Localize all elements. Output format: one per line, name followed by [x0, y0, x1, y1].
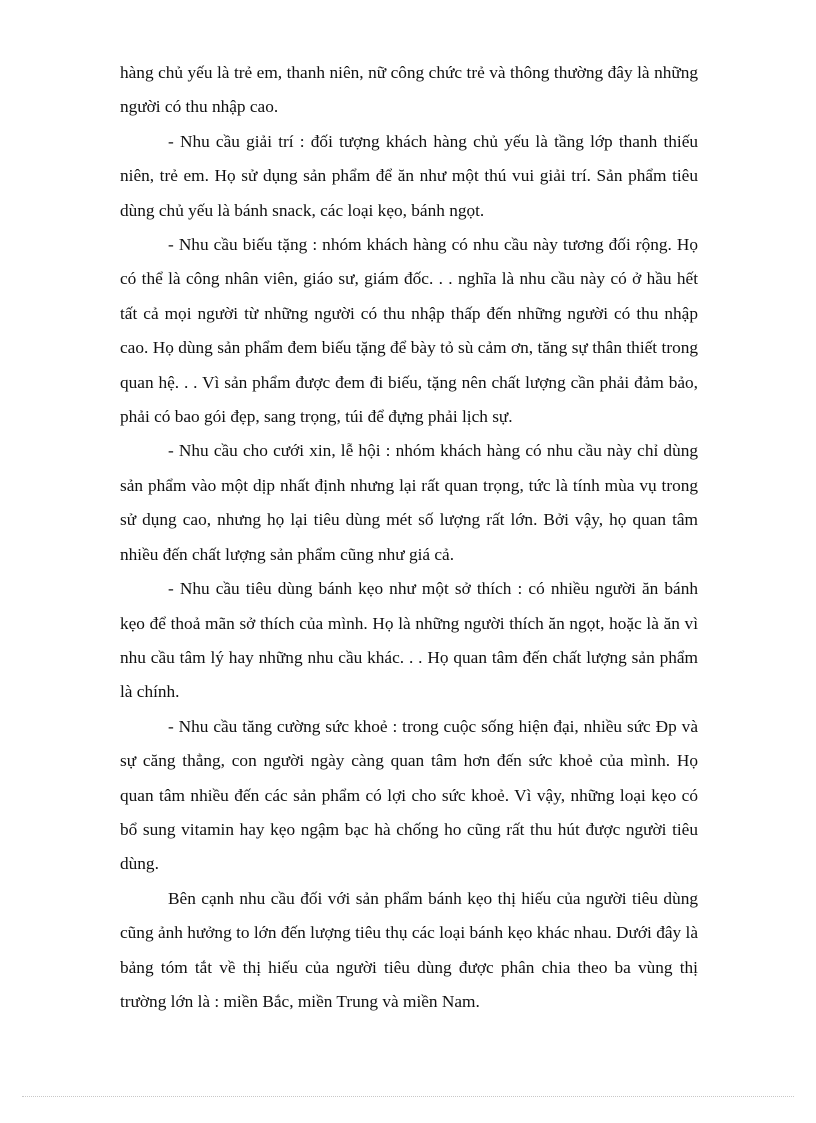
- paragraph-entertainment-need: - Nhu cầu giải trí : đối tượng khách hàng chủ yếu là tầng lớp thanh thiếu niên, trẻ em. Họ sử dụng sản phẩm để ăn như một thú vui giải trí. Sản phẩm tiêu dùng chủ yếu là bánh snack, các loại kẹo, bánh ngọt.: [120, 131, 698, 220]
- footer-divider: [22, 1096, 794, 1097]
- paragraph-hobby-need: - Nhu cầu tiêu dùng bánh kẹo như một sở thích : có nhiều người ăn bánh kẹo để thoả mãn sở thích của mình. Họ là những người thích ăn ngọt, hoặc là ăn vì nhu cầu tâm lý hay những nhu cầu khác. . . Họ quan tâm đến chất lượng sản phẩm là chính.: [120, 579, 698, 702]
- paragraph-continuation: hàng chủ yếu là trẻ em, thanh niên, nữ công chức trẻ và thông thường đây là những người có thu nhập cao.: [120, 63, 698, 117]
- paragraph-consumer-taste: Bên cạnh nhu cầu đối với sản phẩm bánh kẹo thị hiếu của người tiêu dùng cũng ảnh hưởng to lớn đến lượng tiêu thụ các loại bánh kẹo khác nhau. Dưới đây là bảng tóm tắt về thị hiếu của người tiêu dùng được phân chia theo ba vùng thị trường lớn là : miền Bắc, miền Trung và miền Nam.: [120, 888, 698, 1011]
- body-text: [120, 56, 698, 1019]
- paragraph-wedding-festival-need: - Nhu cầu cho cưới xin, lễ hội : nhóm khách hàng có nhu cầu này chỉ dùng sản phẩm vào một dịp nhất định nhưng lại rất quan trọng, tức là tính mùa vụ trong sử dụng cao, nhưng họ lại tiêu dùng mét số lượng rất lớn. Bởi vậy, họ quan tâm nhiều đến chất lượng sản phẩm cũng như giá cả.: [120, 441, 698, 564]
- paragraph-health-need: - Nhu cầu tăng cường sức khoẻ : trong cuộc sống hiện đại, nhiều sức Đp và sự căng thẳng, con người ngày càng quan tâm hơn đến sức khoẻ của mình. Họ quan tâm nhiều đến các sản phẩm có lợi cho sức khoẻ. Vì vậy, những loại kẹo có bổ sung vitamin hay kẹo ngậm bạc hà chống ho cũng rất thu hút được người tiêu dùng.: [120, 716, 698, 874]
- paragraph-gift-need: - Nhu cầu biếu tặng : nhóm khách hàng có nhu cầu này tương đối rộng. Họ có thể là công nhân viên, giáo sư, giám đốc. . . nghĩa là nhu cầu này có ở hầu hết tất cả mọi người từ những người có thu nhập thấp đến những người có thu nhập cao. Họ dùng sản phẩm đem biếu tặng để bày tỏ sù cảm ơn, tăng sự thân thiết trong quan hệ. . . Vì sản phẩm được đem đi biếu, tặng nên chất lượng cần phải đảm bảo, phải có bao gói đẹp, sang trọng, túi để đựng phải lịch sự.: [120, 235, 698, 427]
